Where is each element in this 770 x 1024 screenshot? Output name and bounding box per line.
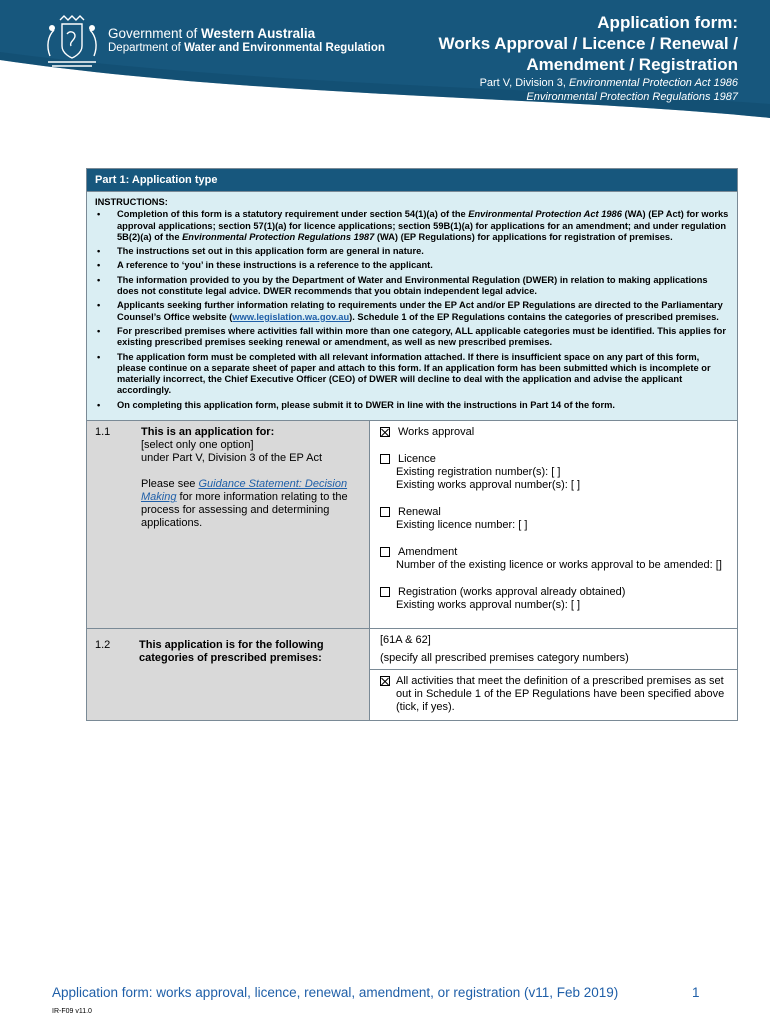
option-label: Renewal bbox=[398, 506, 441, 519]
guidance-text: Please see Guidance Statement: Decision Making for more information relating to the process for assessing and determining applications. bbox=[141, 478, 348, 530]
checkbox-licence[interactable] bbox=[380, 454, 390, 464]
question-1-1-label-cell bbox=[87, 421, 370, 628]
form-title bbox=[439, 12, 738, 75]
instructions-title: INSTRUCTIONS: bbox=[95, 197, 168, 207]
instruction-item: • The instructions set out in this application form are general in nature. bbox=[95, 246, 729, 257]
wa-crest-icon bbox=[40, 12, 104, 74]
page-header bbox=[0, 0, 770, 118]
categories-value[interactable]: [61A & 62] bbox=[380, 634, 431, 647]
option-label: Registration (works approval already obtained) bbox=[398, 586, 626, 599]
question-text: This application is for the following categories of prescribed premises: bbox=[139, 639, 324, 665]
title-line1: Application form: bbox=[597, 13, 738, 32]
question-number: 1.1 bbox=[95, 426, 111, 439]
registration-works-approval-number-field[interactable]: Existing works approval number(s): [ ] bbox=[396, 599, 581, 612]
licence-number-field[interactable]: Existing licence number: [ ] bbox=[396, 519, 528, 532]
question-1-2-answer-cell bbox=[370, 629, 737, 720]
subtitle-prefix: Part V, Division 3, bbox=[479, 77, 570, 89]
registration-number-field[interactable]: Existing registration number(s): [ ] bbox=[396, 466, 561, 479]
guidance-statement-link[interactable]: Guidance Statement: Decision Making bbox=[141, 478, 348, 504]
option-label: Works approval bbox=[398, 426, 475, 439]
option-amendment[interactable] bbox=[370, 546, 737, 572]
part1-heading: Part 1: Application type bbox=[87, 169, 737, 191]
instruction-item: • On completing this application form, please submit it to DWER in line with the instructions in Part 14 of the form. bbox=[95, 400, 729, 411]
checkbox-works-approval[interactable] bbox=[380, 427, 390, 437]
option-confirm-categories[interactable] bbox=[380, 675, 727, 714]
instruction-item: • Completion of this form is a statutory requirement under section 54(1)(a) of the Environmental Protection Act 1986 (WA) (EP Act) for works approval applications; section 57(1)(a) for licence applications; section 59B(1)(a) for applications for an amendment; and under regulation 5B(2)(a) of the Environmental Protection Regulations 1987 (WA) (EP Regulations) for applications for registration of premises. bbox=[95, 209, 729, 243]
option-renewal[interactable] bbox=[370, 506, 737, 532]
amendment-number-field[interactable]: Number of the existing licence or works approval to be amended: [] bbox=[396, 559, 722, 572]
instructions-list bbox=[95, 209, 729, 411]
option-label: All activities that meet the definition of a prescribed premises as set out in Schedule 1 of the EP Regulations have been specified above (tick, if yes). bbox=[396, 675, 725, 714]
subtitle-regulations: Environmental Protection Regulations 1987 bbox=[526, 91, 738, 103]
works-approval-number-field[interactable]: Existing works approval number(s): [ ] bbox=[396, 479, 581, 492]
form-subtitle bbox=[480, 76, 738, 104]
legislation-link[interactable]: www.legislation.wa.gov.au bbox=[232, 311, 350, 322]
instructions-panel bbox=[87, 191, 737, 420]
instruction-item: • For prescribed premises where activities fall within more than one category, ALL applicable categories must be identified. This applies for existing prescribed premises seeking renewal or amendment, as well as new prescribed premises. bbox=[95, 326, 729, 349]
option-works-approval[interactable] bbox=[370, 426, 737, 439]
option-registration[interactable] bbox=[370, 586, 737, 612]
title-line3: Amendment / Registration bbox=[526, 55, 738, 74]
checkbox-confirm-categories[interactable] bbox=[380, 676, 390, 686]
question-note: [select only one option] bbox=[141, 439, 254, 452]
question-1-2-label-cell bbox=[87, 629, 370, 720]
question-number: 1.2 bbox=[95, 639, 111, 652]
question-1-1-options bbox=[370, 421, 737, 628]
question-1-1-row bbox=[87, 420, 737, 628]
page-number: 1 bbox=[692, 985, 700, 1000]
question-text: This is an application for: bbox=[141, 426, 275, 439]
organisation-name bbox=[108, 26, 385, 56]
checkbox-registration[interactable] bbox=[380, 587, 390, 597]
instruction-item: • The application form must be completed with all relevant information attached. If there is insufficient space on any part of this form, please continue on a separate sheet of paper and attach to this form. If an application form has been submitted which is incomplete or materially incorrect, the Chief Executive Officer (CEO) of DWER will decline to deal with the application and advise the applicant accordingly. bbox=[95, 352, 729, 397]
org-line1-prefix: Government of bbox=[108, 26, 202, 41]
title-line2: Works Approval / Licence / Renewal / bbox=[438, 34, 738, 53]
footer-title: Application form: works approval, licence, renewal, amendment, or registration (v11, Feb 2019) bbox=[52, 985, 619, 1000]
option-label: Amendment bbox=[398, 546, 458, 559]
org-line2-bold: Water and Environmental Regulation bbox=[184, 42, 385, 54]
subtitle-act: Environmental Protection Act 1986 bbox=[569, 77, 738, 89]
instruction-item: • A reference to ‘you’ in these instructions is a reference to the applicant. bbox=[95, 260, 729, 271]
checkbox-amendment[interactable] bbox=[380, 547, 390, 557]
org-line2-prefix: Department of bbox=[108, 42, 185, 54]
option-label: Licence bbox=[398, 453, 436, 466]
org-line1-bold: Western Australia bbox=[201, 26, 316, 41]
categories-field[interactable] bbox=[370, 629, 737, 670]
confirm-categories[interactable] bbox=[370, 670, 737, 720]
question-note: under Part V, Division 3 of the EP Act bbox=[141, 452, 322, 465]
part1-table bbox=[86, 168, 738, 721]
option-licence[interactable] bbox=[370, 453, 737, 492]
instruction-item: • Applicants seeking further information relating to requirements under the EP Act and/or EP Regulations are directed to the Parliamentary Counsel’s Office website (www.legislation.wa.gov.au). Schedule 1 of the EP Regulations contains the categories of prescribed premises. bbox=[95, 300, 729, 323]
checkbox-renewal[interactable] bbox=[380, 507, 390, 517]
categories-hint: (specify all prescribed premises category numbers) bbox=[380, 652, 629, 665]
instruction-item: • The information provided to you by the Department of Water and Environmental Regulation (DWER) in relation to making applications does not constitute legal advice. DWER recommends that you obtain independent legal advice. bbox=[95, 275, 729, 298]
form-code: IR-F09 v11.0 bbox=[52, 1008, 92, 1015]
question-1-2-row bbox=[87, 628, 737, 720]
